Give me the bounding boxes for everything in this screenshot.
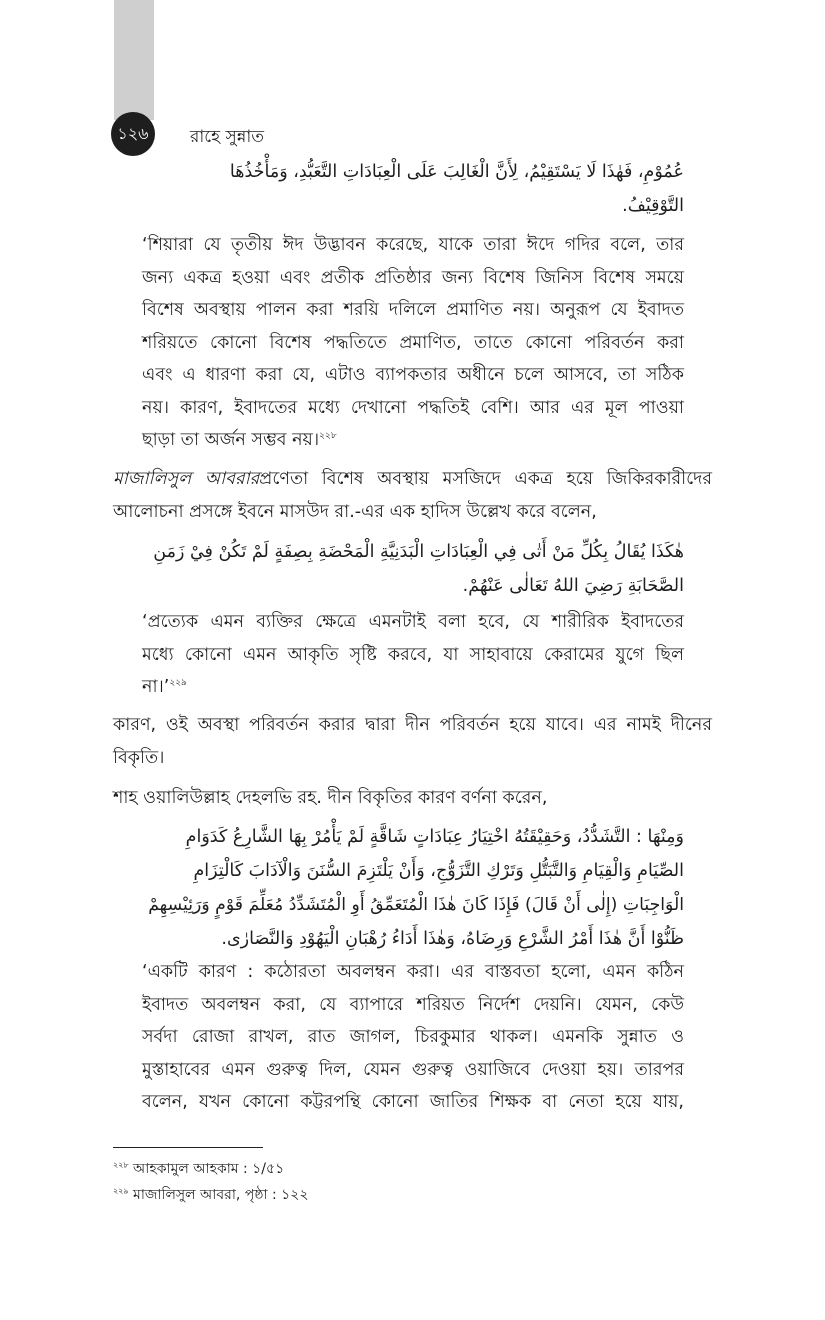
text-line: [113, 463, 712, 496]
footnote-ref-229[interactable]: ২২৯: [169, 678, 187, 689]
text-line: মধ্যে কোনো এমন আকৃতি সৃষ্টি করবে, যা সাহাবায়ে কেরামের যুগে ছিল: [142, 644, 684, 665]
text-line-content: না।’: [142, 677, 170, 697]
text-line: [142, 424, 684, 457]
text-line: নয়। কারণ, ইবাদতের মধ্যে দেখানো পদ্ধতিই বেশি। আর এর মূল পাওয়া: [142, 397, 684, 418]
text-line: কারণ, ওই অবস্থা পরিবর্তন করার দ্বারা দীন পরিবর্তন হয়ে যাবে। এর নামই দীনের: [113, 715, 712, 735]
paragraph-3: [113, 782, 712, 815]
footnote-text: মাজালিসুল আবরা, পৃষ্ঠা : ১২২: [128, 1187, 309, 1203]
text-line-content: ছাড়া তা অর্জন সম্ভব নয়।: [142, 430, 320, 450]
text-line: শাহ ওয়ালিউল্লাহ দেহলভি রহ. দীন বিকৃতির কারণ বর্ণনা করেন,: [113, 788, 548, 808]
text-line-content: প্রণেতা বিশেষ অবস্থায় মসজিদে একত্র হয়ে জিকিরকারীদের: [259, 469, 713, 489]
text-line: এবং এ ধারণা করা যে, এটাও ব্যাপকতার অধীনে চলে আসবে, তা সঠিক: [142, 365, 684, 385]
footnote-228: [113, 1157, 284, 1181]
translation-1: [142, 229, 684, 457]
paragraph-2: [113, 709, 712, 774]
text-line: ‘শিয়ারা যে তৃতীয় ঈদ উদ্ভাবন করেছে, যাকে তারা ঈদে গদির বলে, তার: [142, 235, 684, 255]
footnote-divider: [113, 1147, 263, 1148]
arabic-quote-2: [142, 535, 684, 603]
footnote-number: ২২৯: [113, 1186, 129, 1196]
arabic-line: الصِّيَامِ وَالْقِيَامِ وَالتَّبَتُّلِ وَتَرْكِ التَّزَوُّجِ، وَأَنْ يَلْتَزِمَ السُّنَنَ وَالْآدَابَ كَالْتِزَامِ: [193, 861, 684, 881]
text-line: বিকৃতি।: [113, 747, 165, 768]
arabic-line: وَمِنْهَا : التَّشَدُّدُ، وَحَقِيْقَتُهُ اخْتِيَارُ عِبَادَاتٍ شَاقَّةٍ لَمْ يَأْمُرْ بِهَا الشَّارِعُ كَدَوَامِ: [185, 827, 684, 847]
footnote-229: [113, 1183, 308, 1207]
footnote-number: ২২৮: [113, 1160, 129, 1170]
text-line: ইবাদত অবলম্বন করা, যে ব্যাপারে শরিয়ত নির্দেশ দেয়নি। যেমন, কেউ: [142, 994, 684, 1015]
footnote-ref-228[interactable]: ২২৮: [319, 431, 337, 442]
book-title: মাজালিসুল আবরার: [113, 469, 260, 489]
running-head: রাহে সুন্নাত: [190, 127, 265, 147]
page-number-badge: ১২৬: [111, 112, 155, 156]
text-line: ‘প্রত্যেক এমন ব্যক্তির ক্ষেত্রে এমনটাই বলা হবে, যে শারীরিক ইবাদতের: [142, 612, 684, 632]
text-line: সর্বদা রোজা রাখল, রাত জাগল, চিরকুমার থাকল। এমনকি সুন্নাত ও: [142, 1027, 684, 1047]
text-line: আলোচনা প্রসঙ্গে ইবনে মাসউদ রা.-এর এক হাদিস উল্লেখ করে বলেন,: [113, 501, 597, 522]
arabic-quote-1: [142, 155, 684, 223]
text-line: জন্য একত্র হওয়া এবং প্রতীক প্রতিষ্ঠার জন্য বিশেষ জিনিস বিশেষ সময়ে: [142, 267, 684, 288]
arabic-line: التَّوْقِيْفُ.: [622, 196, 684, 216]
footnote-text: আহকামুল আহকাম : ১/৫১: [128, 1161, 285, 1177]
paragraph-1: [113, 463, 712, 528]
arabic-line: هٰكَذَا يُقَالُ بِكُلِّ مَنْ أَتٰى فِي الْعِبَادَاتِ الْبَدَنِيَّةِ الْمَحْضَةِ بِصِفَةٍ لَمْ تَكُنْ فِيْ زَمَنِ: [153, 542, 684, 562]
text-line: [142, 671, 684, 704]
arabic-line: عُمُوْمِ، فَهٰذَا لَا يَسْتَقِيْمُ، لِأَنَّ الْغَالِبَ عَلَى الْعِبَادَاتِ التَّعَبُّدِ، وَمَأْخُذُهَا: [229, 162, 684, 182]
arabic-quote-3: [142, 820, 684, 956]
text-line: শরিয়তে কোনো বিশেষ পদ্ধতিতে প্রমাণিত, তাতে কোনো পরিবর্তন করা: [142, 332, 684, 353]
translation-2: [142, 606, 684, 704]
translation-3: [142, 956, 684, 1119]
text-line: ‘একটি কারণ : কঠোরতা অবলম্বন করা। এর বাস্তবতা হলো, এমন কঠিন: [142, 962, 684, 982]
chapter-tab-decoration: [114, 0, 154, 120]
text-line: মুস্তাহাবের এমন গুরুত্ব দিল, যেমন গুরুত্ব ওয়াজিবে দেওয়া হয়। তারপর: [142, 1059, 684, 1080]
text-line: বলেন, যখন কোনো কট্টরপন্থি কোনো জাতির শিক্ষক বা নেতা হয়ে যায়,: [142, 1092, 684, 1112]
arabic-line: الصَّحَابَةِ رَضِيَ اللهُ تَعَالٰى عَنْهُمْ.: [462, 576, 684, 596]
text-line: বিশেষ অবস্থায় পালন করা শরয়ি দলিলে প্রমাণিত নয়। অনুরূপ যে ইবাদত: [142, 300, 684, 320]
arabic-line: ظَنُّوْا أَنَّ هٰذَا أَمْرُ الشَّرْعِ وَرِضَاهُ، وَهٰذَا أَدَاءُ رُهْبَانِ الْيَهُوْدِ وَالنَّصَارٰى.: [221, 929, 684, 949]
arabic-line: الْوَاجِبَاتِ (إِلٰى أَنْ قَالَ) فَإِذَا كَانَ هٰذَا الْمُتَعَمِّقُ أَوِ الْمُتَشَدِّدُ مُعَلِّمَ قَوْمٍ وَرَئِيْسِهِمْ: [148, 895, 684, 915]
